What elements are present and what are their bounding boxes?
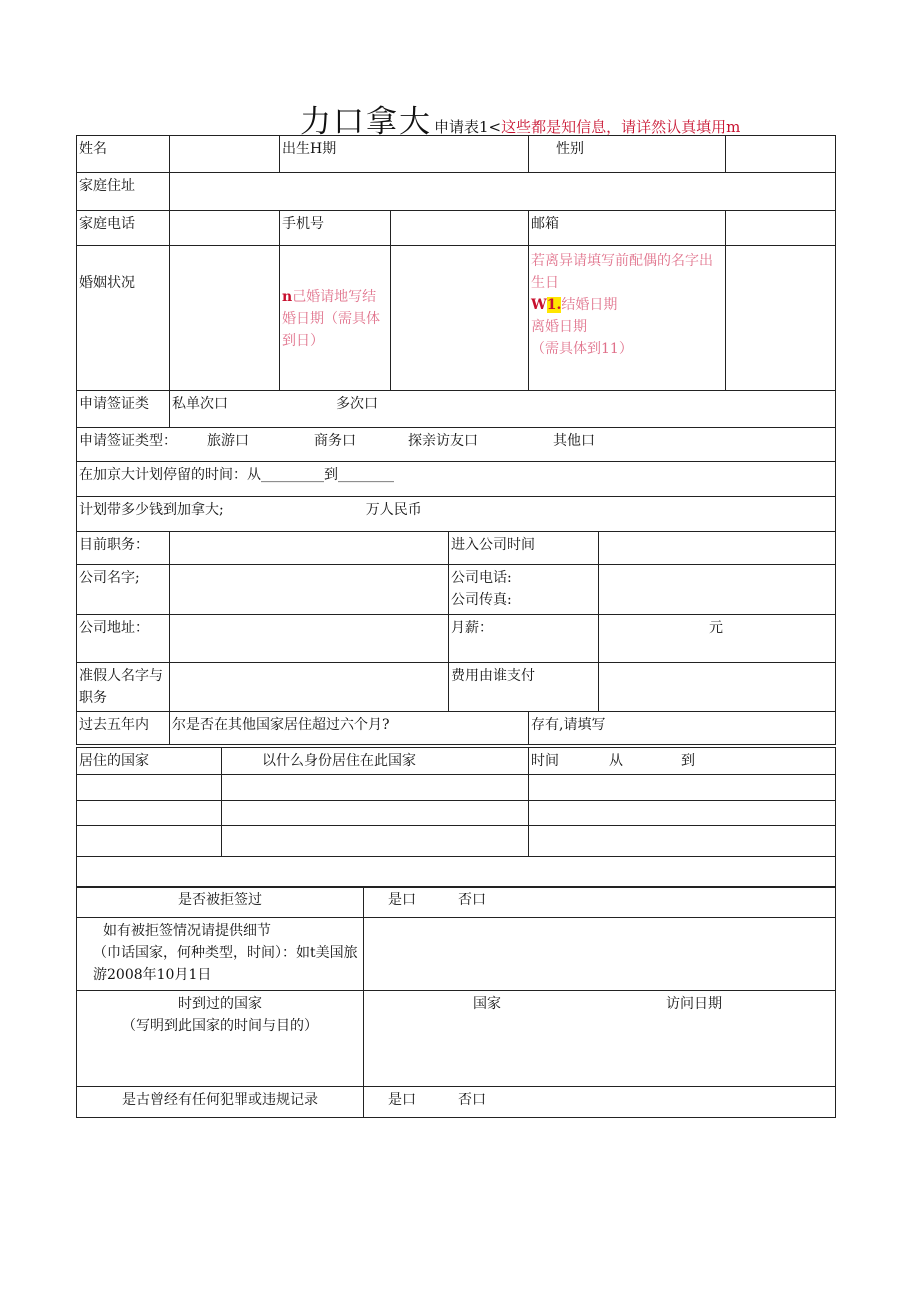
join-date-label: 进入公司时间	[449, 532, 599, 565]
criminal-yes-checkbox[interactable]: 是口	[388, 1092, 416, 1108]
other-checkbox[interactable]: 其他口	[553, 433, 595, 449]
divorce-note-marriage: 结婚日期	[561, 297, 618, 313]
stay-time-row[interactable]: 在加京大计划停留的时间：从_________到________	[77, 462, 836, 497]
residence-country-cell[interactable]	[77, 775, 222, 801]
visited-countries-label	[77, 991, 364, 1087]
gender-label: 性别	[529, 136, 726, 173]
refused-yes-checkbox[interactable]: 是口	[388, 892, 416, 908]
residence-time-cell[interactable]	[529, 775, 836, 801]
salary-label: 月薪：	[449, 615, 599, 663]
application-form	[76, 135, 836, 745]
company-contact-labels	[449, 565, 599, 615]
mobile-label: 手机号	[280, 211, 391, 246]
spacer-row	[77, 857, 836, 888]
name-field[interactable]	[170, 136, 280, 173]
criminal-options	[364, 1087, 836, 1118]
company-name-field[interactable]	[170, 565, 449, 615]
married-date-field[interactable]	[391, 246, 529, 391]
business-checkbox[interactable]: 商务口	[314, 433, 356, 449]
home-phone-field[interactable]	[170, 211, 280, 246]
company-phone-label: 公司电话:	[451, 570, 512, 586]
approver-label: 准假人名字与职务	[77, 663, 170, 712]
divorce-note-w: W	[531, 297, 547, 313]
birth-label: 出生H期	[280, 136, 529, 173]
marital-field[interactable]	[170, 246, 280, 391]
visa-type-label: 申请签证类型：	[79, 433, 177, 449]
residence-time-cell[interactable]	[529, 826, 836, 857]
visa-type-row	[77, 428, 836, 462]
country-lived-header: 居住的国家	[77, 748, 222, 775]
time-label: 时间	[531, 753, 559, 769]
company-address-field[interactable]	[170, 615, 449, 663]
residence-identity-cell[interactable]	[222, 826, 529, 857]
from-label: 从	[609, 753, 623, 769]
if-yes-label: 存有,请填写	[529, 712, 836, 745]
refusal-details-label	[77, 918, 364, 991]
email-label: 邮箱	[529, 211, 726, 246]
salary-unit: 元	[709, 620, 724, 636]
marital-label: 婚姻状况	[77, 246, 170, 391]
residence-row	[77, 826, 836, 857]
visited-countries-field[interactable]	[364, 991, 836, 1087]
name-label: 姓名	[77, 136, 170, 173]
to-label: 到	[681, 753, 695, 769]
country-header: 国家	[473, 996, 501, 1012]
visit-date-header: 访问日期	[666, 996, 722, 1012]
divorce-note-highlight: 1.	[546, 297, 562, 313]
home-phone-label: 家庭电话	[77, 211, 170, 246]
visa-count-options	[170, 391, 836, 428]
time-header	[529, 748, 836, 775]
money-row	[77, 497, 836, 532]
payer-label: 费用由谁支付	[449, 663, 599, 712]
divorce-note	[529, 246, 726, 391]
visa-count-label: 申请签证类	[77, 391, 170, 428]
residence-identity-cell[interactable]	[222, 801, 529, 826]
tourism-checkbox[interactable]: 旅游口	[207, 433, 249, 449]
title-main: 力口拿大	[300, 104, 432, 140]
company-contact-field[interactable]	[599, 565, 836, 615]
refused-label: 是否被拒签过	[77, 887, 364, 918]
residence-country-cell[interactable]	[77, 826, 222, 857]
position-field[interactable]	[170, 532, 449, 565]
refusal-details-example: （巾话国家，何种类型，时间）：如t美国旅游2008年10月1日	[93, 945, 358, 983]
position-label: 目前职务：	[77, 532, 170, 565]
visited-countries-hint: （写明到此国家的时间与目的）	[122, 1018, 318, 1034]
email-field[interactable]	[726, 211, 836, 246]
married-note-prefix: n	[282, 289, 293, 305]
divorce-note-line4: （需具体到11）	[531, 341, 633, 357]
refusal-details-field[interactable]	[364, 918, 836, 991]
payer-field[interactable]	[599, 663, 836, 712]
visit-family-checkbox[interactable]: 探亲访友口	[408, 433, 478, 449]
refusal-details-title: 如有被拒签情况请提供细节	[103, 923, 271, 939]
multi-entry-checkbox[interactable]: 多次口	[336, 396, 378, 412]
history-table	[76, 886, 836, 1118]
residence-row	[77, 801, 836, 826]
divorce-note-line1: 若离异请填写前配偶的名字出生日	[531, 253, 714, 291]
divorce-note-line2	[531, 294, 723, 316]
gender-field[interactable]	[726, 136, 836, 173]
approver-field[interactable]	[170, 663, 449, 712]
single-entry-checkbox[interactable]: 私单次口	[172, 396, 228, 412]
residence-table	[76, 747, 836, 888]
refused-options	[364, 887, 836, 918]
mobile-field[interactable]	[391, 211, 529, 246]
visited-countries-title: 时到过的国家	[178, 996, 262, 1012]
company-name-label: 公司名字;	[77, 565, 170, 615]
company-address-label: 公司地址：	[77, 615, 170, 663]
identity-header: 以什么身份居住在此国家	[222, 748, 529, 775]
residence-country-cell[interactable]	[77, 801, 222, 826]
married-note-text: 己婚请地写结婚日期（需具体到日）	[282, 289, 380, 349]
money-unit: 万人民币	[365, 502, 422, 518]
refused-no-checkbox[interactable]: 否口	[458, 892, 486, 908]
criminal-label: 是古曾经有任何犯罪或违规记录	[77, 1087, 364, 1118]
address-field[interactable]	[170, 173, 836, 211]
married-note	[280, 246, 391, 391]
criminal-no-checkbox[interactable]: 否口	[458, 1092, 486, 1108]
lived-abroad-question: 尔是否在其他国家居住超过六个月?	[170, 712, 529, 745]
money-label: 计划带多少钱到加拿大;	[79, 502, 224, 518]
title-sub: 申请表1<	[434, 118, 502, 136]
divorce-field[interactable]	[726, 246, 836, 391]
company-fax-label: 公司传真:	[451, 592, 512, 608]
past-five-years-label: 过去五年内	[77, 712, 170, 745]
join-date-field[interactable]	[599, 532, 836, 565]
divorce-note-line3: 离婚日期	[531, 319, 588, 335]
residence-identity-cell[interactable]	[222, 775, 529, 801]
residence-time-cell[interactable]	[529, 801, 836, 826]
residence-row	[77, 775, 836, 801]
title-note: 这些都是知信息，请详然认真填用m	[501, 118, 741, 136]
salary-field[interactable]	[599, 615, 836, 663]
address-label: 家庭住址	[77, 173, 170, 211]
